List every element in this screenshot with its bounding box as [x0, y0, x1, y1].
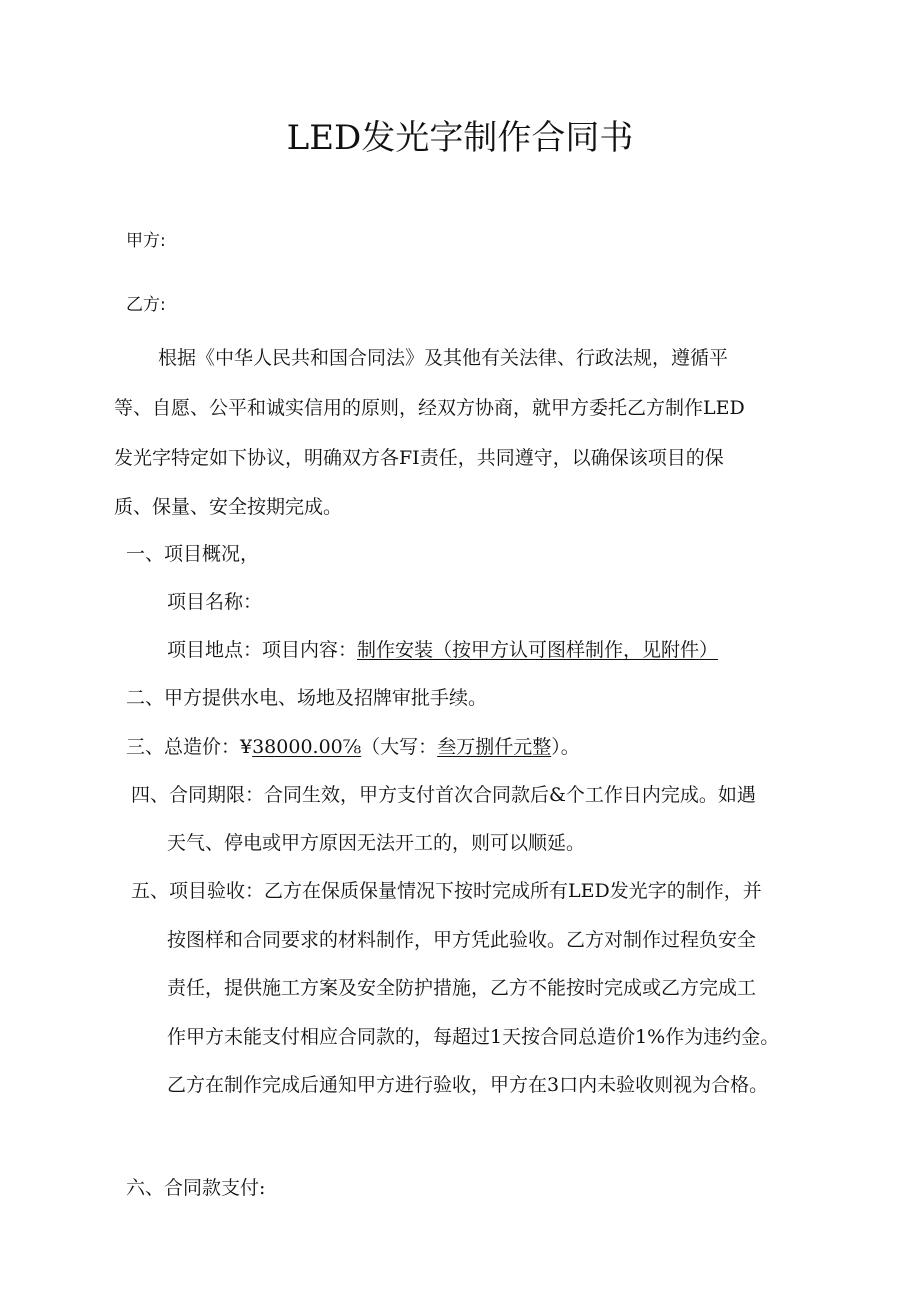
project-content-value: 制作安装（按甲方认可图样制作，见附件）: [357, 639, 719, 661]
preamble-line-2: 等、自愿、公平和诚实信用的原则，经双方协商，就甲方委托乙方制作LED: [114, 397, 745, 419]
total-price-mid: （大写：: [361, 736, 438, 758]
total-price-amount: 38000.00⅞: [252, 736, 362, 758]
section-5-line-2: 按图样和合同要求的材料制作，甲方凭此验收。乙方对制作过程负安全: [167, 929, 757, 951]
section-5-line-1: 五、项目验收：乙方在保质保量情况下按时完成所有LED发光字的制作，并: [131, 880, 762, 902]
section-5-line-5: 乙方在制作完成后通知甲方进行验收，甲方在3口内未验收则视为合格。: [167, 1074, 769, 1096]
total-price-words: 叁万捌仟元整: [437, 736, 552, 758]
section-6-heading: 六、合同款支付:: [126, 1177, 266, 1199]
party-a-label: 甲方:: [126, 231, 166, 251]
preamble-line-3: 发光字特定如下协议，明确双方各FI责任，共同遵守，以确保该项目的保: [114, 447, 724, 469]
section-1-heading: 一、项目概况，: [126, 543, 260, 565]
project-name-label: 项目名称：: [167, 591, 263, 613]
section-5-line-3: 责任，提供施工方案及安全防护措施，乙方不能按时完成或乙方完成工: [167, 977, 757, 999]
section-2-text: 二、甲方提供水电、场地及招牌审批手续。: [126, 687, 488, 709]
section-4-line-2: 天气、停电或甲方原因无法开工的，则可以顺延。: [167, 832, 586, 854]
contract-title: LED发光字制作合同书: [286, 118, 634, 158]
project-site-prefix: 项目地点：项目内容：: [167, 639, 358, 661]
total-price-prefix: 三、总造价：¥: [126, 736, 253, 758]
section-3-line: [126, 735, 580, 759]
section-4-line-1: 四、合同期限：合同生效，甲方支付首次合同款后&个工作日内完成。如遇: [131, 784, 756, 806]
total-price-suffix: ）。: [551, 736, 580, 758]
preamble-line-4: 质、保量、安全按期完成。: [114, 496, 343, 518]
party-b-label: 乙方:: [126, 295, 166, 315]
project-site-line: [167, 638, 718, 662]
section-5-line-4: 作甲方未能支付相应合同款的，每超过1天按合同总造价1%作为违约金。: [167, 1026, 780, 1048]
preamble-line-1: 根据《中华人民共和国合同法》及其他有关法律、行政法规，遵循平: [158, 347, 729, 369]
